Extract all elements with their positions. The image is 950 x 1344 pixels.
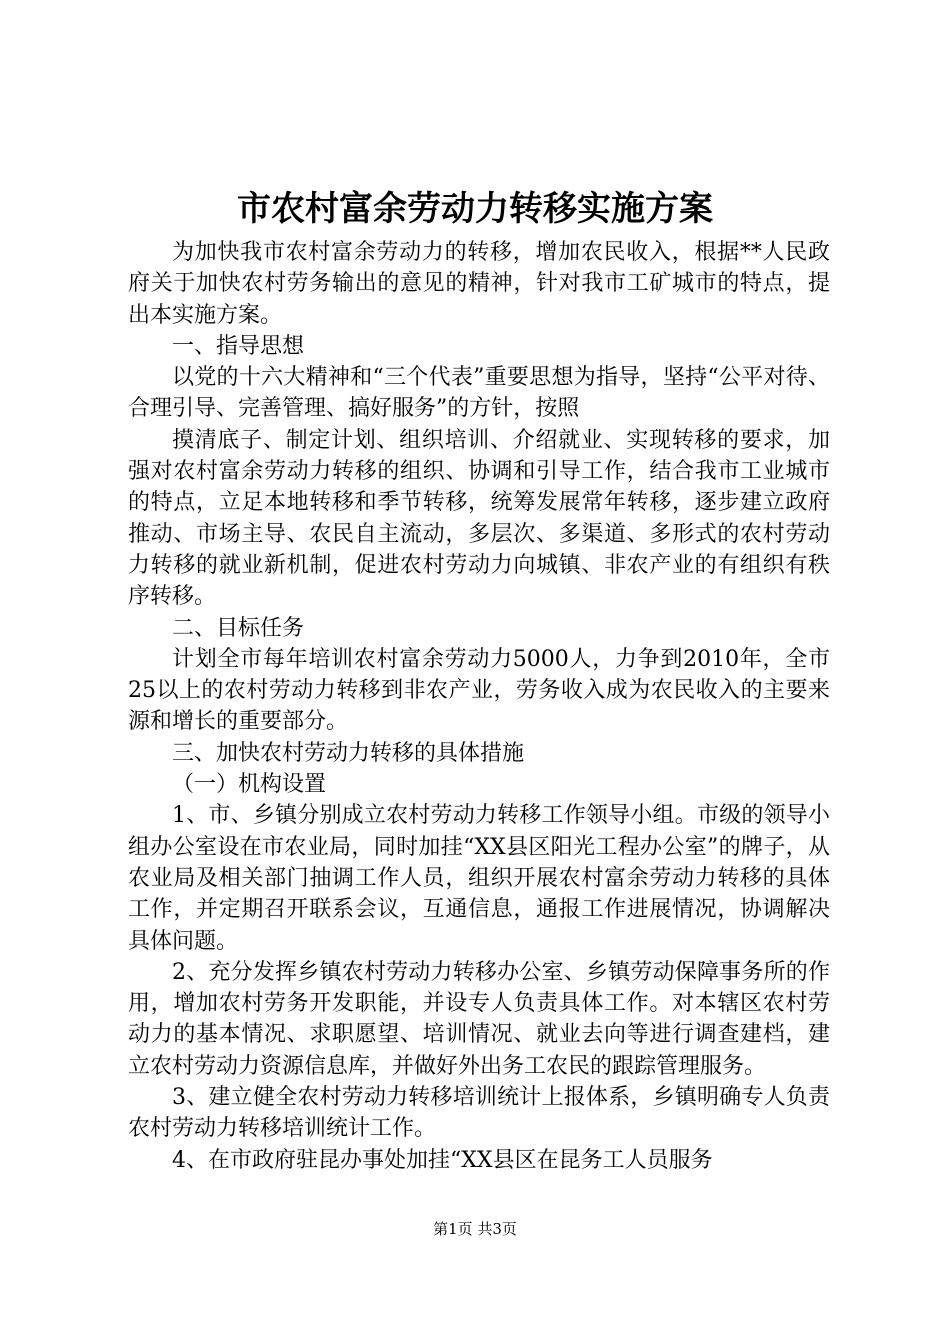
document-body bbox=[128, 237, 830, 1176]
paragraph-goals: 计划全市每年培训农村富余劳动力5000人，力争到2010年，全市25以上的农村劳动力转移到非农产业，劳务收入成为农民收入的主要来源和增长的重要部分。 bbox=[128, 646, 830, 735]
page-footer: 第1页 共3页 bbox=[433, 1220, 517, 1238]
paragraph-measure-4: 4、在市政府驻昆办事处加挂“XX县区在昆务工人员服务 bbox=[172, 1147, 713, 1173]
section-heading-2: 二、目标任务 bbox=[172, 615, 305, 641]
subsection-heading-1: （一）机构设置 bbox=[172, 772, 327, 798]
paragraph-guiding-1: 以党的十六大精神和“三个代表”重要思想为指导，坚持“公平对待、合理引导、完善管理、搞好服务”的方针，按照 bbox=[128, 365, 830, 422]
paragraph-measure-3: 3、建立健全农村劳动力转移培训统计上报体系，乡镇明确专人负责农村劳动力转移培训统计工作。 bbox=[128, 1085, 830, 1142]
section-heading-3: 三、加快农村劳动力转移的具体措施 bbox=[172, 740, 525, 766]
paragraph-guiding-2: 摸清底子、制定计划、组织培训、介绍就业、实现转移的要求，加强对农村富余劳动力转移的组织、协调和引导工作，结合我市工业城市的特点，立足本地转移和季节转移，统筹发展常年转移，逐步建立政府推动、市场主导、农民自主流动，多层次、多渠道、多形式的农村劳动力转移的就业新机制，促进农村劳动力向城镇、非农产业的有组织有秩序转移。 bbox=[128, 427, 830, 610]
section-heading-1: 一、指导思想 bbox=[172, 333, 305, 359]
document-title: 市农村富余劳动力转移实施方案 bbox=[237, 189, 713, 229]
paragraph-intro: 为加快我市农村富余劳动力的转移，增加农民收入，根据**人民政府关于加快农村劳务输出的意见的精神，针对我市工矿城市的特点，提出本实施方案。 bbox=[128, 240, 830, 328]
paragraph-measure-2: 2、充分发挥乡镇农村劳动力转移办公室、乡镇劳动保障事务所的作用，增加农村劳务开发职能，并设专人负责具体工作。对本辖区农村劳动力的基本情况、求职愿望、培训情况、就业去向等进行调查建档，建立农村劳动力资源信息库，并做好外出务工农民的跟踪管理服务。 bbox=[128, 959, 830, 1079]
paragraph-measure-1: 1、市、乡镇分别成立农村劳动力转移工作领导小组。市级的领导小组办公室设在市农业局，同时加挂“XX县区阳光工程办公室”的牌子，从农业局及相关部门抽调工作人员，组织开展农村富余劳动力转移的具体工作，并定期召开联系会议，互通信息，通报工作进展情况，协调解决具体问题。 bbox=[128, 803, 830, 954]
